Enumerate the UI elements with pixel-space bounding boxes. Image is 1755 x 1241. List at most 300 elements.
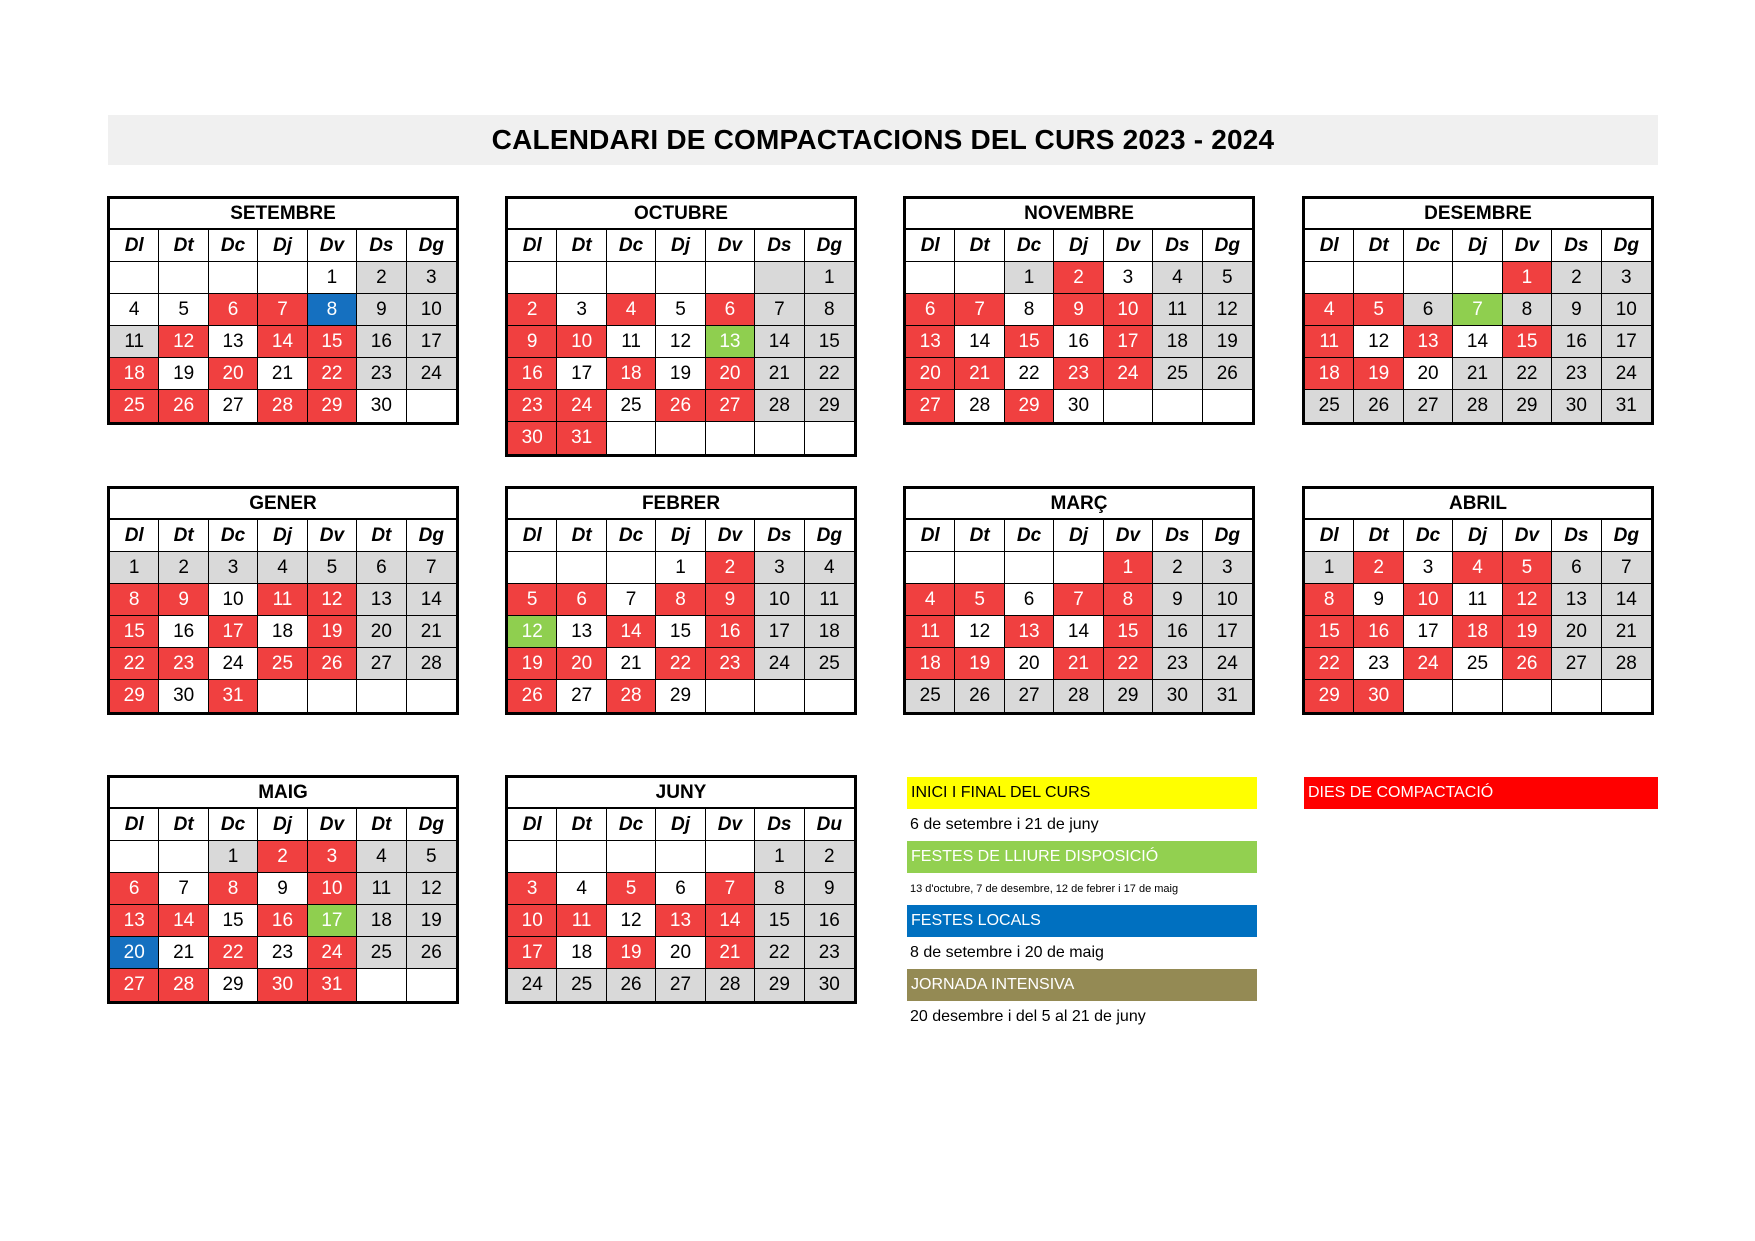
weekday-header: Dj [656, 809, 705, 841]
weekday-header: Dv [1104, 230, 1153, 262]
day-cell: 21 [755, 358, 804, 390]
day-cell: 26 [1203, 358, 1252, 390]
day-cell: 31 [209, 680, 258, 712]
day-cell: 10 [209, 584, 258, 616]
day-cell [607, 422, 656, 454]
weekday-header: Dt [557, 809, 606, 841]
day-cell [706, 262, 755, 294]
day-cell: 5 [1503, 552, 1552, 584]
day-cell: 1 [805, 262, 854, 294]
day-cell: 6 [110, 873, 159, 905]
day-cell: 23 [1552, 358, 1601, 390]
day-cell: 11 [805, 584, 854, 616]
day-cell: 16 [258, 905, 307, 937]
day-cell: 9 [1552, 294, 1601, 326]
day-cell: 12 [1354, 326, 1403, 358]
day-cell: 14 [706, 905, 755, 937]
weekday-header: Dv [308, 520, 357, 552]
day-cell: 18 [1453, 616, 1502, 648]
weekday-header: Dt [1354, 520, 1403, 552]
day-cell: 21 [407, 616, 456, 648]
weekday-header: Ds [1153, 520, 1202, 552]
day-cell: 8 [110, 584, 159, 616]
month-name: OCTUBRE [508, 199, 854, 230]
day-cell: 15 [110, 616, 159, 648]
day-cell [706, 680, 755, 712]
day-cell [258, 262, 307, 294]
day-cell: 3 [1404, 552, 1453, 584]
day-cell: 14 [607, 616, 656, 648]
page-title: CALENDARI DE COMPACTACIONS DEL CURS 2023 - 2024 [108, 115, 1658, 165]
weekday-header: Ds [755, 520, 804, 552]
day-cell: 30 [805, 969, 854, 1001]
day-cell: 28 [407, 648, 456, 680]
day-cell: 22 [110, 648, 159, 680]
day-cell: 18 [607, 358, 656, 390]
weekday-header: Du [805, 809, 854, 841]
day-cell: 21 [1602, 616, 1651, 648]
day-cell: 12 [407, 873, 456, 905]
month-name: ABRIL [1305, 489, 1651, 520]
weekday-header: Dg [1203, 230, 1252, 262]
day-cell: 18 [1305, 358, 1354, 390]
day-cell: 11 [258, 584, 307, 616]
weekday-header: Dv [706, 809, 755, 841]
day-cell [706, 841, 755, 873]
day-cell: 24 [508, 969, 557, 1001]
day-cell [906, 552, 955, 584]
month-calendar [903, 486, 1255, 715]
day-cell: 12 [1503, 584, 1552, 616]
day-cell: 16 [357, 326, 406, 358]
day-cell [508, 841, 557, 873]
day-cell: 21 [706, 937, 755, 969]
day-cell: 22 [1104, 648, 1153, 680]
day-cell: 9 [1153, 584, 1202, 616]
day-cell: 12 [607, 905, 656, 937]
weekday-header: Dc [209, 520, 258, 552]
day-cell: 20 [557, 648, 606, 680]
weekday-header: Dg [407, 230, 456, 262]
weekday-header: Ds [755, 809, 804, 841]
day-cell: 7 [407, 552, 456, 584]
month-calendar [107, 196, 459, 425]
day-cell: 1 [755, 841, 804, 873]
day-cell: 5 [159, 294, 208, 326]
month-calendar [107, 486, 459, 715]
day-cell: 3 [407, 262, 456, 294]
day-cell: 21 [159, 937, 208, 969]
day-cell: 6 [1404, 294, 1453, 326]
day-cell: 6 [557, 584, 606, 616]
day-cell: 5 [508, 584, 557, 616]
month-name: GENER [110, 489, 456, 520]
day-cell: 30 [357, 390, 406, 422]
day-cell: 14 [755, 326, 804, 358]
day-cell: 31 [1602, 390, 1651, 422]
day-cell: 7 [159, 873, 208, 905]
month-calendar [903, 196, 1255, 425]
day-cell [1054, 552, 1103, 584]
day-cell [557, 841, 606, 873]
day-cell: 16 [508, 358, 557, 390]
day-cell: 15 [755, 905, 804, 937]
day-cell: 31 [308, 969, 357, 1001]
day-cell: 27 [110, 969, 159, 1001]
weekday-header: Dj [258, 230, 307, 262]
weekday-header: Dc [1404, 520, 1453, 552]
day-cell: 6 [209, 294, 258, 326]
day-cell: 27 [706, 390, 755, 422]
day-cell: 15 [1503, 326, 1552, 358]
day-cell: 11 [110, 326, 159, 358]
day-cell: 28 [1453, 390, 1502, 422]
legend-color-bar: FESTES LOCALS [907, 905, 1257, 937]
day-cell: 27 [1005, 680, 1054, 712]
day-cell: 28 [607, 680, 656, 712]
day-cell: 8 [1005, 294, 1054, 326]
day-cell [955, 262, 1004, 294]
day-cell: 26 [508, 680, 557, 712]
day-cell [508, 262, 557, 294]
day-cell: 5 [1354, 294, 1403, 326]
day-cell: 1 [209, 841, 258, 873]
day-cell: 3 [755, 552, 804, 584]
month-calendar [505, 486, 857, 715]
day-cell: 12 [1203, 294, 1252, 326]
day-cell: 29 [805, 390, 854, 422]
day-cell: 23 [1054, 358, 1103, 390]
day-cell: 17 [1404, 616, 1453, 648]
weekday-header: Dl [110, 809, 159, 841]
day-cell: 2 [1354, 552, 1403, 584]
weekday-header: Ds [357, 230, 406, 262]
day-cell [755, 680, 804, 712]
day-cell: 19 [1203, 326, 1252, 358]
day-cell [1404, 680, 1453, 712]
legend-color-bar: INICI I FINAL DEL CURS [907, 777, 1257, 809]
day-cell: 9 [258, 873, 307, 905]
day-cell: 22 [755, 937, 804, 969]
day-cell: 5 [607, 873, 656, 905]
day-cell: 9 [1054, 294, 1103, 326]
day-cell: 10 [1203, 584, 1252, 616]
month-name: JUNY [508, 778, 854, 809]
day-cell: 12 [159, 326, 208, 358]
day-cell [110, 841, 159, 873]
day-cell: 18 [805, 616, 854, 648]
weekday-header: Dl [906, 230, 955, 262]
day-cell: 30 [1054, 390, 1103, 422]
day-cell: 16 [1354, 616, 1403, 648]
day-cell: 23 [357, 358, 406, 390]
day-cell [308, 680, 357, 712]
day-cell: 30 [258, 969, 307, 1001]
day-cell: 28 [1602, 648, 1651, 680]
day-cell: 2 [508, 294, 557, 326]
day-cell: 27 [656, 969, 705, 1001]
day-cell: 23 [1354, 648, 1403, 680]
weekday-header: Dv [706, 520, 755, 552]
day-cell [508, 552, 557, 584]
weekday-header: Dv [1503, 520, 1552, 552]
day-cell: 8 [1503, 294, 1552, 326]
day-cell [407, 969, 456, 1001]
weekday-header: Dg [1602, 230, 1651, 262]
day-cell: 25 [607, 390, 656, 422]
day-cell [1153, 390, 1202, 422]
day-cell: 17 [308, 905, 357, 937]
day-cell: 15 [1305, 616, 1354, 648]
day-cell: 20 [209, 358, 258, 390]
day-cell: 10 [407, 294, 456, 326]
day-cell: 15 [805, 326, 854, 358]
weekday-header: Dc [209, 230, 258, 262]
month-name: FEBRER [508, 489, 854, 520]
weekday-header: Dc [607, 520, 656, 552]
day-cell: 28 [955, 390, 1004, 422]
day-cell: 2 [805, 841, 854, 873]
day-cell: 17 [1203, 616, 1252, 648]
weekday-header: Dv [308, 809, 357, 841]
day-cell [1503, 680, 1552, 712]
day-cell: 4 [1453, 552, 1502, 584]
day-cell: 9 [805, 873, 854, 905]
day-cell: 21 [607, 648, 656, 680]
day-cell: 28 [755, 390, 804, 422]
day-cell: 7 [258, 294, 307, 326]
day-cell: 13 [1552, 584, 1601, 616]
day-cell: 9 [508, 326, 557, 358]
day-cell: 11 [607, 326, 656, 358]
weekday-header: Dl [1305, 230, 1354, 262]
day-cell: 22 [308, 358, 357, 390]
day-cell: 29 [1305, 680, 1354, 712]
day-cell: 15 [656, 616, 705, 648]
weekday-header: Dc [209, 809, 258, 841]
day-cell [656, 841, 705, 873]
day-cell: 27 [209, 390, 258, 422]
day-cell: 26 [955, 680, 1004, 712]
month-name: MARÇ [906, 489, 1252, 520]
day-cell: 18 [1153, 326, 1202, 358]
day-cell: 30 [508, 422, 557, 454]
month-calendar [107, 775, 459, 1004]
day-cell: 17 [755, 616, 804, 648]
day-cell: 11 [906, 616, 955, 648]
day-cell: 3 [1104, 262, 1153, 294]
legend-detail: 20 desembre i del 5 al 21 de juny [910, 1008, 1146, 1025]
day-cell: 1 [1005, 262, 1054, 294]
day-cell [656, 422, 705, 454]
day-cell [607, 262, 656, 294]
weekday-header: Dl [906, 520, 955, 552]
weekday-header: Dt [955, 520, 1004, 552]
legend-color-bar: FESTES DE LLIURE DISPOSICIÓ [907, 841, 1257, 873]
day-cell: 20 [706, 358, 755, 390]
day-cell: 5 [308, 552, 357, 584]
day-cell: 13 [656, 905, 705, 937]
legend-detail: 8 de setembre i 20 de maig [910, 944, 1104, 961]
day-cell: 11 [1453, 584, 1502, 616]
day-cell: 28 [159, 969, 208, 1001]
day-cell: 1 [1305, 552, 1354, 584]
day-cell: 30 [159, 680, 208, 712]
day-cell: 4 [1305, 294, 1354, 326]
day-cell [1354, 262, 1403, 294]
day-cell: 6 [906, 294, 955, 326]
day-cell [805, 422, 854, 454]
day-cell: 3 [1203, 552, 1252, 584]
weekday-header: Dg [1203, 520, 1252, 552]
day-cell: 18 [110, 358, 159, 390]
day-cell: 4 [357, 841, 406, 873]
day-cell: 2 [159, 552, 208, 584]
day-cell: 8 [1104, 584, 1153, 616]
day-cell [1203, 390, 1252, 422]
day-cell [955, 552, 1004, 584]
day-cell: 25 [357, 937, 406, 969]
day-cell: 25 [1153, 358, 1202, 390]
day-cell: 8 [209, 873, 258, 905]
day-cell [357, 680, 406, 712]
weekday-header: Dc [1005, 520, 1054, 552]
weekday-header: Dv [706, 230, 755, 262]
day-cell [1305, 262, 1354, 294]
day-cell: 7 [1054, 584, 1103, 616]
day-cell [1404, 262, 1453, 294]
month-calendar [1302, 486, 1654, 715]
day-cell: 1 [1503, 262, 1552, 294]
day-cell: 3 [209, 552, 258, 584]
day-cell: 4 [1153, 262, 1202, 294]
day-cell: 23 [805, 937, 854, 969]
day-cell: 7 [1602, 552, 1651, 584]
day-cell: 13 [110, 905, 159, 937]
day-cell: 7 [955, 294, 1004, 326]
day-cell [258, 680, 307, 712]
day-cell: 2 [706, 552, 755, 584]
day-cell: 20 [357, 616, 406, 648]
weekday-header: Dt [357, 520, 406, 552]
day-cell: 6 [1005, 584, 1054, 616]
day-cell [1552, 680, 1601, 712]
day-cell: 24 [1602, 358, 1651, 390]
day-cell: 14 [955, 326, 1004, 358]
month-name: MAIG [110, 778, 456, 809]
day-cell [407, 390, 456, 422]
weekday-header: Dl [508, 809, 557, 841]
day-cell: 24 [1104, 358, 1153, 390]
day-cell [357, 969, 406, 1001]
day-cell: 20 [1005, 648, 1054, 680]
day-cell: 18 [357, 905, 406, 937]
day-cell: 18 [906, 648, 955, 680]
day-cell: 26 [1354, 390, 1403, 422]
day-cell: 4 [557, 873, 606, 905]
day-cell: 1 [308, 262, 357, 294]
weekday-header: Dl [508, 230, 557, 262]
day-cell: 29 [209, 969, 258, 1001]
day-cell [110, 262, 159, 294]
weekday-header: Dv [308, 230, 357, 262]
day-cell: 13 [1404, 326, 1453, 358]
day-cell: 10 [508, 905, 557, 937]
day-cell: 2 [1054, 262, 1103, 294]
day-cell: 29 [110, 680, 159, 712]
day-cell: 16 [1153, 616, 1202, 648]
day-cell: 26 [607, 969, 656, 1001]
day-cell: 14 [159, 905, 208, 937]
weekday-header: Dg [407, 520, 456, 552]
day-cell: 25 [258, 648, 307, 680]
day-cell [557, 262, 606, 294]
day-cell: 26 [308, 648, 357, 680]
weekday-header: Dg [1602, 520, 1651, 552]
day-cell: 24 [755, 648, 804, 680]
weekday-header: Dt [357, 809, 406, 841]
day-cell: 22 [1305, 648, 1354, 680]
day-cell: 28 [258, 390, 307, 422]
day-cell: 19 [656, 358, 705, 390]
day-cell: 30 [1354, 680, 1403, 712]
day-cell: 23 [508, 390, 557, 422]
day-cell: 20 [1404, 358, 1453, 390]
day-cell [159, 841, 208, 873]
weekday-header: Dt [1354, 230, 1403, 262]
day-cell: 21 [258, 358, 307, 390]
day-cell: 30 [1153, 680, 1202, 712]
day-cell: 3 [557, 294, 606, 326]
day-cell: 2 [1552, 262, 1601, 294]
weekday-header: Ds [1552, 230, 1601, 262]
day-cell: 10 [755, 584, 804, 616]
day-cell: 6 [1552, 552, 1601, 584]
day-cell: 23 [706, 648, 755, 680]
day-cell [656, 262, 705, 294]
day-cell: 5 [955, 584, 1004, 616]
day-cell: 23 [258, 937, 307, 969]
day-cell: 1 [656, 552, 705, 584]
day-cell: 10 [1104, 294, 1153, 326]
day-cell: 25 [110, 390, 159, 422]
day-cell: 22 [1005, 358, 1054, 390]
day-cell: 15 [1005, 326, 1054, 358]
day-cell: 7 [706, 873, 755, 905]
day-cell: 3 [308, 841, 357, 873]
day-cell: 17 [1104, 326, 1153, 358]
day-cell: 10 [1602, 294, 1651, 326]
day-cell: 14 [1602, 584, 1651, 616]
day-cell [706, 422, 755, 454]
day-cell [1104, 390, 1153, 422]
month-calendar [1302, 196, 1654, 425]
day-cell: 8 [755, 873, 804, 905]
weekday-header: Dt [557, 520, 606, 552]
day-cell: 19 [159, 358, 208, 390]
day-cell: 4 [607, 294, 656, 326]
day-cell: 22 [209, 937, 258, 969]
weekday-header: Dt [557, 230, 606, 262]
weekday-header: Dt [159, 520, 208, 552]
weekday-header: Dg [805, 520, 854, 552]
day-cell [407, 680, 456, 712]
day-cell: 4 [805, 552, 854, 584]
day-cell: 15 [308, 326, 357, 358]
day-cell: 9 [1354, 584, 1403, 616]
day-cell: 15 [1104, 616, 1153, 648]
weekday-header: Dj [1054, 230, 1103, 262]
